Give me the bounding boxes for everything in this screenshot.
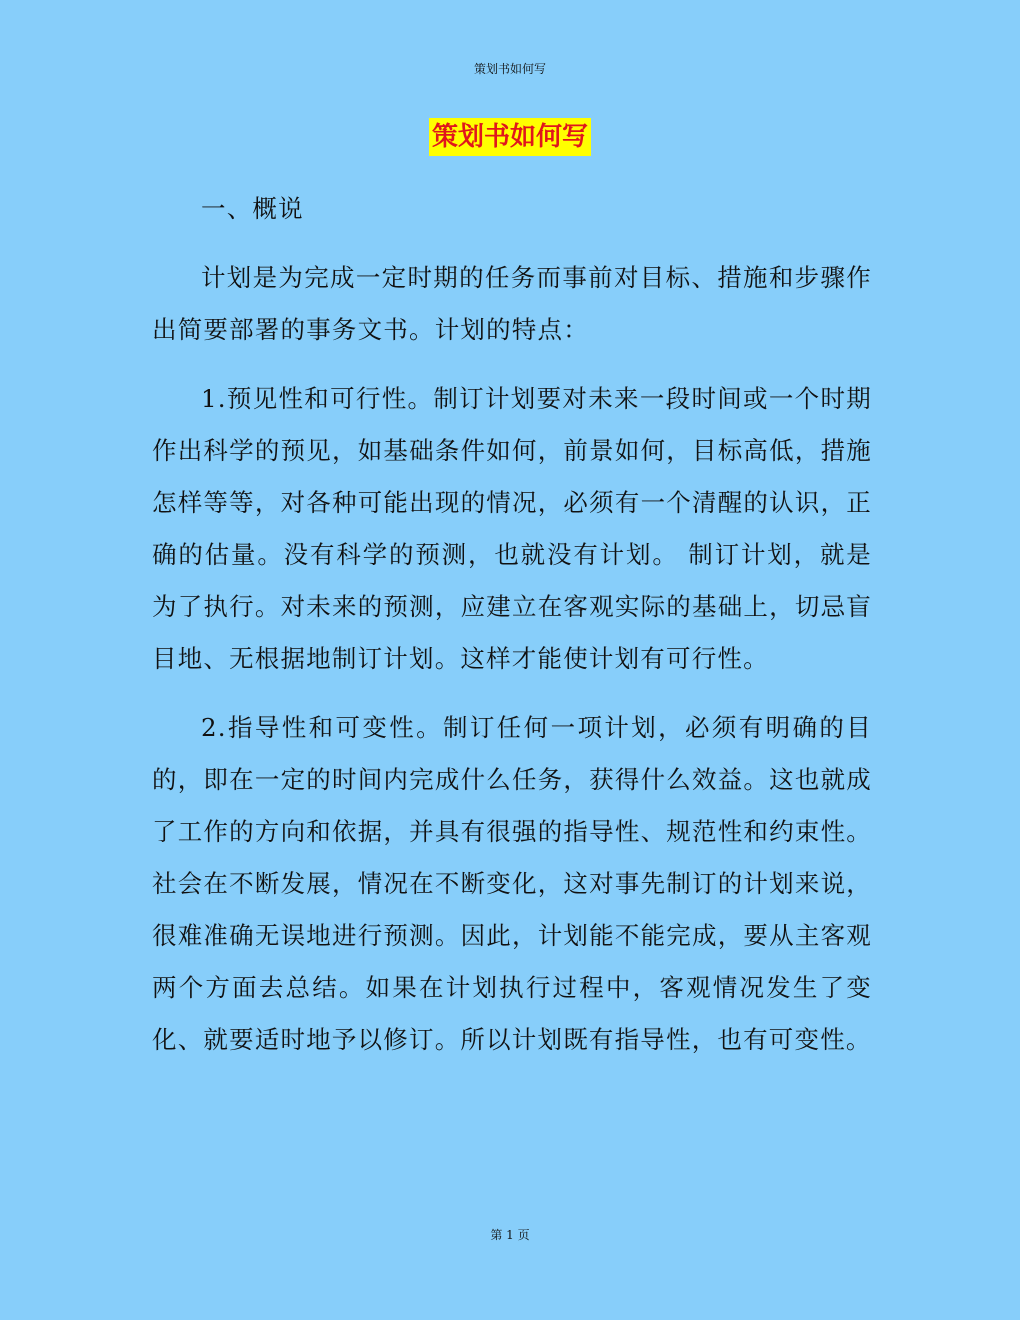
section-heading: 一、概说 <box>201 194 304 223</box>
paragraph-point-2: 2.指导性和可变性。制订任何一项计划，必须有明确的目的，即在一定的时间内完成什么任务，获得什么效益。这也就成了工作的方向和依据，并具有很强的指导性、规范性和约束性。社会在不断发展，情况在不断变化，这对事先制订的计划来说，很难准确无误地进行预测。因此，计划能不能完成，要从主客观两个方面去总结。如果在计划执行过程中，客观情况发生了变化、就要适时地予以修订。所以计划既有指导性，也有可变性。 <box>152 713 872 1054</box>
document-body <box>152 183 872 1083</box>
page-footer: 第 1 页 <box>490 1228 530 1242</box>
page-header: 策划书如何写 <box>473 62 546 76</box>
paragraph-intro: 计划是为完成一定时期的任务而事前对目标、措施和步骤作出简要部署的事务文书。计划的特点： <box>152 263 872 344</box>
document-title: 策划书如何写 <box>429 118 591 156</box>
title-container <box>0 118 1020 156</box>
paragraph-point-1: 1.预见性和可行性。制订计划要对未来一段时间或一个时期作出科学的预见，如基础条件如何，前景如何，目标高低，措施怎样等等，对各种可能出现的情况，必须有一个清醒的认识，正确的估量。没有科学的预测，也就没有计划。 制订计划，就是为了执行。对未来的预测，应建立在客观实际的基础上，切忌盲目地、无根据地制订计划。这样才能使计划有可行性。 <box>152 384 872 673</box>
